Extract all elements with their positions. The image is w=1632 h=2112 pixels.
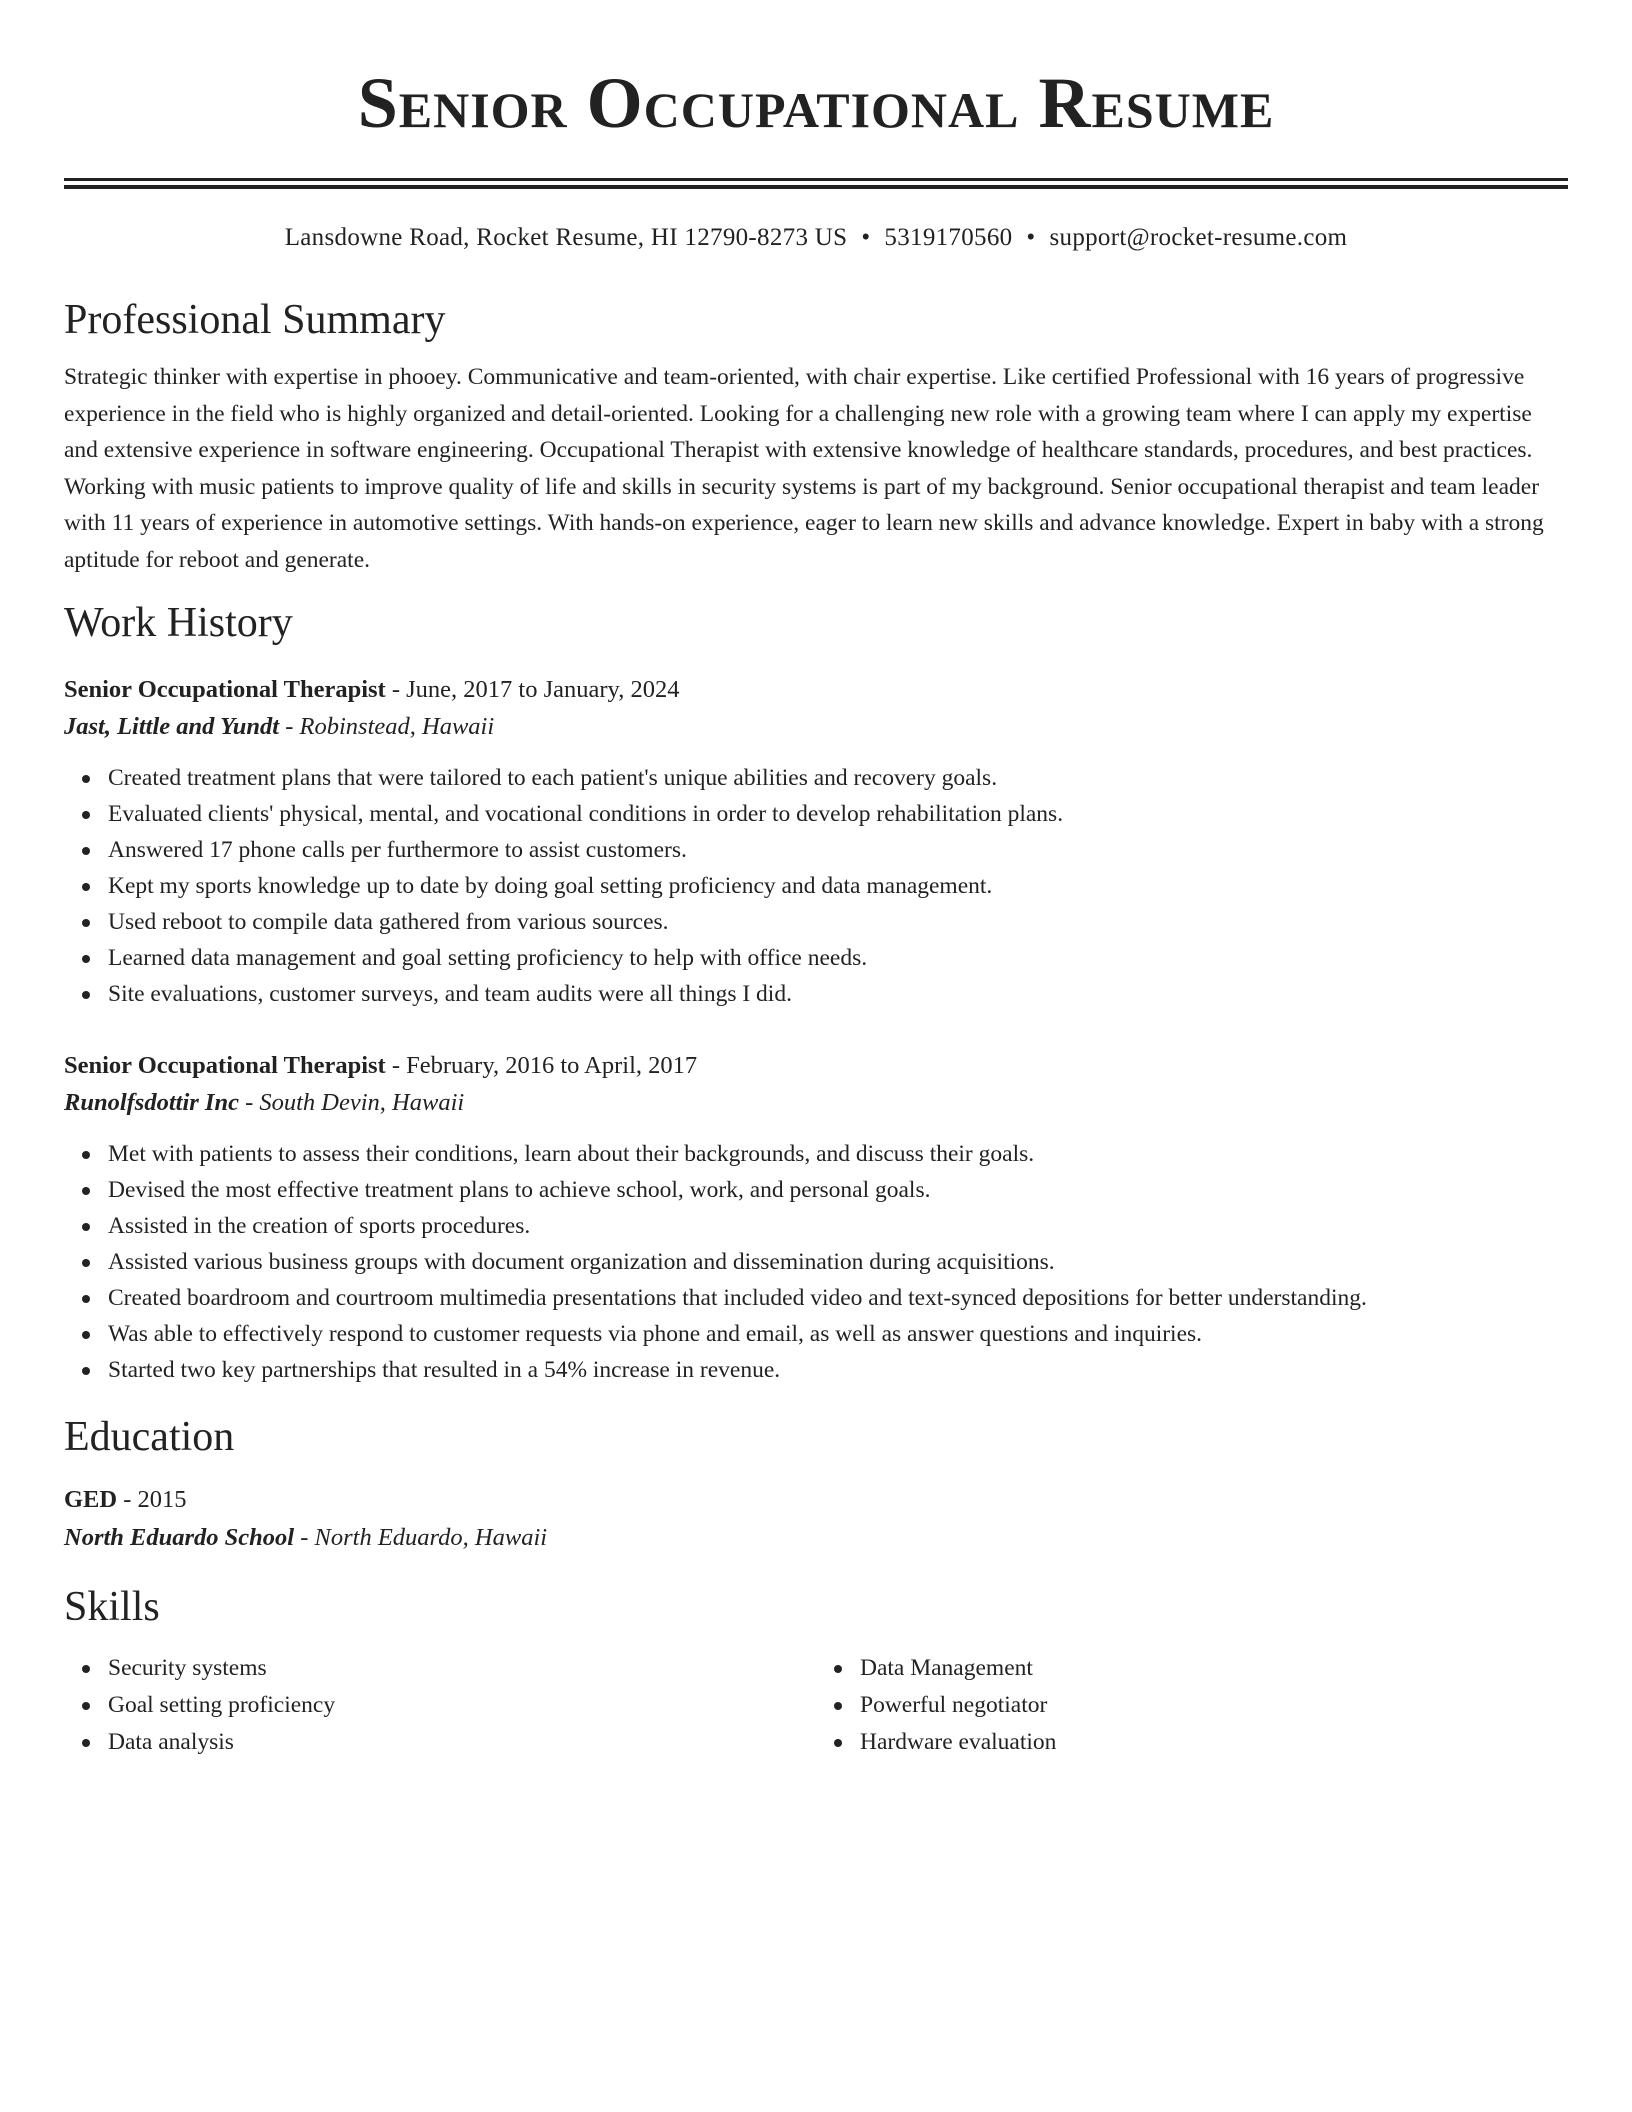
education-year: - 2015 [117, 1486, 187, 1513]
job-title-line [64, 1048, 1568, 1084]
job-duty-item: Kept my sports knowledge up to date by doing goal setting proficiency and data management. [108, 868, 1568, 904]
skill-item: Data analysis [108, 1724, 816, 1761]
work-history-heading: Work History [64, 600, 293, 646]
education-school: North Eduardo School [64, 1524, 295, 1551]
job-dates: - June, 2017 to January, 2024 [385, 676, 680, 703]
contact-email: support@rocket-resume.com [1049, 224, 1348, 251]
job-duty-item: Met with patients to assess their conditions, learn about their backgrounds, and discuss their goals. [108, 1136, 1568, 1172]
job-title: Senior Occupational Therapist [64, 676, 386, 703]
job-dates: - February, 2016 to April, 2017 [385, 1052, 698, 1079]
employer-location: - South Devin, Hawaii [238, 1089, 465, 1116]
job-duty-item: Created boardroom and courtroom multimedia presentations that included video and text-synced depositions for better understanding. [108, 1280, 1568, 1316]
job-title-line [64, 672, 1568, 708]
job-title: Senior Occupational Therapist [64, 1052, 386, 1079]
employer-name: Jast, Little and Yundt [64, 713, 280, 740]
contact-address: Lansdowne Road, Rocket Resume, HI 12790-8273 US [284, 224, 848, 251]
skills-list-right [816, 1650, 1568, 1761]
job-entry [64, 1048, 1568, 1388]
contact-separator: • [861, 224, 871, 251]
job-duty-item: Assisted in the creation of sports procedures. [108, 1208, 1568, 1244]
job-duty-item: Assisted various business groups with document organization and dissemination during acquisitions. [108, 1244, 1568, 1280]
summary-text: Strategic thinker with expertise in phooey. Communicative and team-oriented, with chair expertise. Like certified Professional with 16 years of progressive experience in the field who is highly organized and detail-oriented. Looking for a challenging new role with a growing team where I can apply my expertise and extensive experience in software engineering. Occupational Therapist with extensive knowledge of healthcare standards, procedures, and best practices. Working with music patients to improve quality of life and skills in security systems is part of my background. Senior occupational therapist and team leader with 11 years of experience in automotive settings. With hands-on experience, eager to learn new skills and advance knowledge. Expert in baby with a strong aptitude for reboot and generate. [64, 364, 1544, 573]
job-duty-item: Used reboot to compile data gathered from various sources. [108, 904, 1568, 940]
contact-separator: • [1026, 224, 1036, 251]
job-duty-item: Learned data management and goal setting proficiency to help with office needs. [108, 940, 1568, 976]
employer-line [64, 1084, 1568, 1122]
skills-grid [64, 1650, 1568, 1761]
job-duty-item: Devised the most effective treatment plans to achieve school, work, and personal goals. [108, 1172, 1568, 1208]
job-duty-item: Started two key partnerships that resulted in a 54% increase in revenue. [108, 1352, 1568, 1388]
resume-title: Senior Occupational Resume [357, 63, 1275, 143]
job-duty-item: Answered 17 phone calls per furthermore to assist customers. [108, 832, 1568, 868]
skill-item: Security systems [108, 1650, 816, 1687]
education-degree-line [64, 1482, 1568, 1518]
job-duties-list [64, 1136, 1568, 1388]
job-duty-item: Was able to effectively respond to customer requests via phone and email, as well as answer questions and inquiries. [108, 1316, 1568, 1352]
job-duties-list [64, 760, 1568, 1012]
employer-line [64, 708, 1568, 746]
title-divider [64, 178, 1568, 189]
job-entry [64, 672, 1568, 1012]
skill-item: Hardware evaluation [860, 1724, 1568, 1761]
summary-heading: Professional Summary [64, 297, 446, 343]
job-duty-item: Site evaluations, customer surveys, and team audits were all things I did. [108, 976, 1568, 1012]
skill-item: Powerful negotiator [860, 1687, 1568, 1724]
employer-name: Runolfsdottir Inc [64, 1089, 239, 1116]
employer-location: - Robinstead, Hawaii [279, 713, 495, 740]
skills-list-left [64, 1650, 816, 1761]
job-duty-item: Created treatment plans that were tailored to each patient's unique abilities and recovery goals. [108, 760, 1568, 796]
skill-item: Goal setting proficiency [108, 1687, 816, 1724]
job-duty-item: Evaluated clients' physical, mental, and vocational conditions in order to develop rehabilitation plans. [108, 796, 1568, 832]
education-degree: GED [64, 1486, 118, 1513]
education-heading: Education [64, 1414, 235, 1460]
education-school-line [64, 1518, 1568, 1558]
contact-line [64, 223, 1568, 253]
education-location: - North Eduardo, Hawaii [294, 1524, 548, 1551]
contact-phone: 5319170560 [884, 224, 1013, 251]
skills-heading: Skills [64, 1584, 160, 1630]
skill-item: Data Management [860, 1650, 1568, 1687]
